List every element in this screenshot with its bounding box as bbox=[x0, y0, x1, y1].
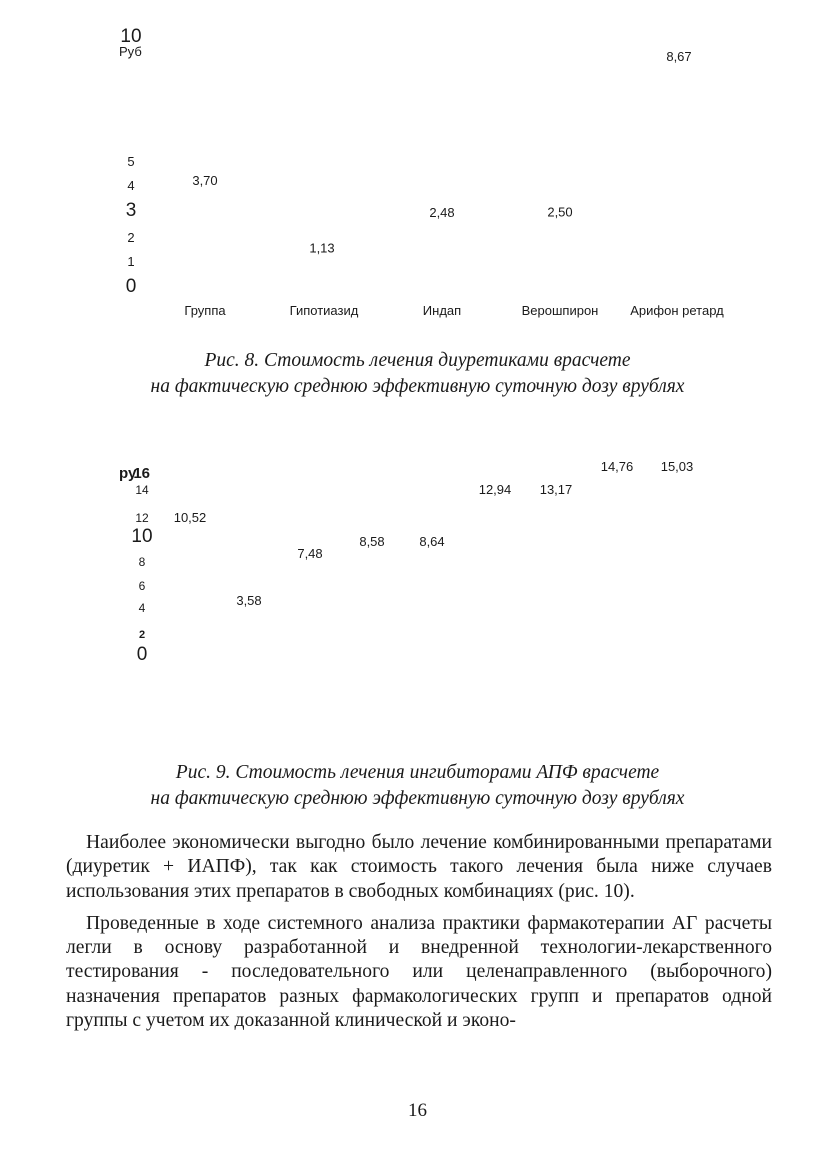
data-label: 15,03 bbox=[660, 459, 694, 474]
data-label: 7,48 bbox=[297, 546, 323, 561]
y-tick-label: 1 bbox=[127, 254, 135, 269]
data-label: 1,13 bbox=[309, 240, 335, 256]
page-number: 16 bbox=[408, 1100, 427, 1121]
y-tick-label: 14 bbox=[135, 483, 149, 497]
figure-9-caption-line-2: на фактическую среднюю эффективную суточную дозу врублях bbox=[150, 788, 685, 809]
data-label: 8,67 bbox=[666, 49, 692, 64]
y-tick-label: 2 bbox=[127, 230, 135, 245]
x-tick-label: Индап bbox=[422, 303, 462, 318]
figure-9-caption-line-1: Рис. 9. Стоимость лечения ингибиторами АПФ врасчете bbox=[175, 762, 660, 783]
data-label: 3,58 bbox=[236, 593, 262, 608]
x-tick-label: Группа bbox=[184, 303, 226, 318]
figure-9-svg bbox=[0, 440, 835, 740]
figure-8-caption-line-2: на фактическую среднюю эффективную суточную дозу врублях bbox=[150, 376, 685, 397]
figure-8-caption bbox=[0, 348, 835, 400]
data-label: 14,76 bbox=[600, 459, 634, 474]
figure-9-chart bbox=[0, 440, 835, 740]
y-tick-label: 3 bbox=[125, 200, 137, 221]
x-tick-label: Гипотиазид bbox=[289, 303, 359, 318]
y-tick-label: 16 bbox=[133, 465, 150, 482]
data-label: 8,58 bbox=[359, 534, 385, 549]
y-tick-label: 2 bbox=[138, 629, 146, 641]
y-tick-label: 0 bbox=[125, 276, 137, 297]
y-tick-label: 0 bbox=[136, 644, 148, 665]
y-tick-label: 8 bbox=[138, 555, 146, 569]
data-label: 10,52 bbox=[173, 510, 207, 525]
y-tick-label: 4 bbox=[127, 178, 135, 193]
y-tick-label: 12 bbox=[135, 511, 149, 525]
x-tick-label: Арифон ретард bbox=[630, 303, 724, 318]
body-paragraph-2: Проведенные в ходе системного анализа практики фармакотерапии АГ расчеты легли в основу разработанной и внедренной технологии-лекарственного тестирования - последовательного или целенаправленного (выборочного) назначения препаратов разных фармакологических групп и препаратов одной группы с учетом их доказанной клинической и эконо- bbox=[66, 912, 772, 1032]
figure-8-svg bbox=[0, 0, 835, 330]
data-label: 3,70 bbox=[192, 173, 218, 189]
y-tick-label: 4 bbox=[138, 601, 146, 615]
y-tick-label: 10 bbox=[120, 26, 142, 47]
y-tick-label: 10 bbox=[131, 526, 153, 547]
y-axis-label: ру bbox=[119, 465, 137, 482]
data-label: 12,94 bbox=[478, 482, 512, 497]
y-axis-label: Руб bbox=[119, 44, 142, 59]
figure-8-chart bbox=[0, 0, 835, 330]
y-tick-label: 6 bbox=[138, 579, 146, 593]
x-tick-label: Верошпирон bbox=[521, 303, 599, 318]
data-label: 13,17 bbox=[539, 482, 573, 497]
figure-8-caption-line-1: Рис. 8. Стоимость лечения диуретиками врасчете bbox=[204, 350, 631, 371]
data-label: 2,48 bbox=[429, 205, 455, 221]
y-tick-label: 5 bbox=[127, 154, 135, 169]
data-label: 8,64 bbox=[419, 534, 445, 549]
data-label: 2,50 bbox=[547, 204, 573, 220]
body-text bbox=[66, 831, 772, 1033]
figure-9-caption bbox=[0, 760, 835, 812]
body-paragraph-1: Наиболее экономически выгодно было лечение комбинированными препаратами (диуретик + ИАПФ), так как стоимость такого лечения была ниже случаев использования этих препаратов в свободных комбинациях (рис. 10). bbox=[66, 832, 772, 902]
